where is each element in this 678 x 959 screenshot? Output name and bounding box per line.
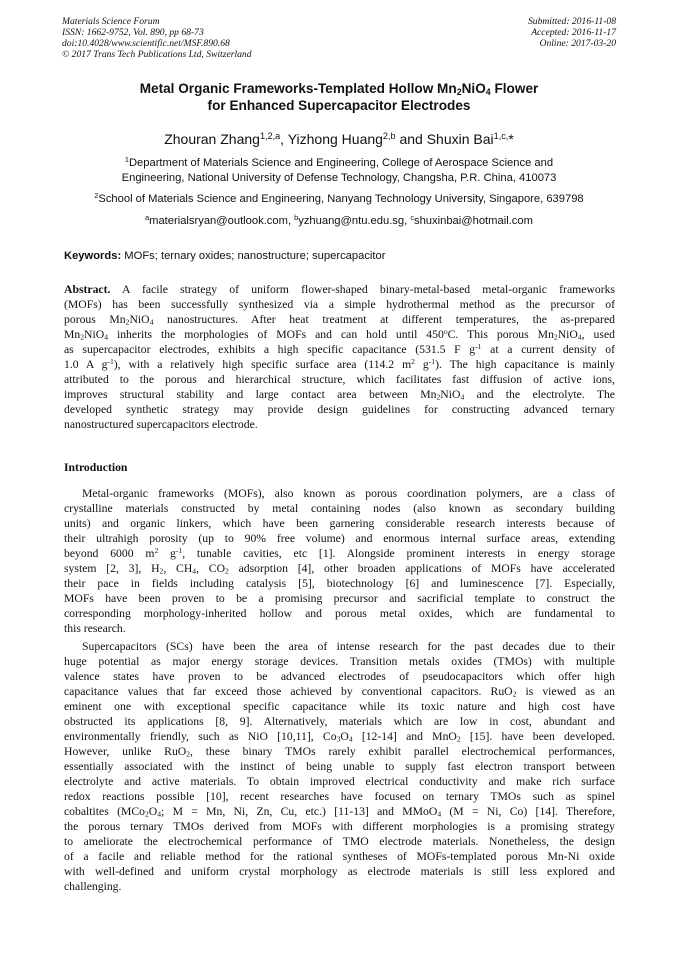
issn: ISSN: 1662-9752, Vol. 890, pp 68-73 — [62, 27, 204, 38]
email-1: materialsryan@outlook.com, — [149, 215, 295, 227]
text-line: huge potential as major energy storage devices. Transition metals oxides (TMOs) with multiple — [64, 655, 615, 668]
text-line: this research. — [64, 622, 126, 635]
text-line: units) and organic linkers, which have been garnering considerable research interests because of — [64, 517, 615, 530]
copyright: © 2017 Trans Tech Publications Ltd, Switzerland — [62, 49, 252, 60]
text-line: obstructed its applications [8, 9]. Alternatively, materials which are low in cost, abundant and — [64, 715, 615, 728]
text-line: their pace in fields including catalysis [5], biotechnology [6] and luminescence [7]. Especially, — [64, 577, 615, 590]
text-line: capacitance values that far exceed those achieved by conventional capacitors. RuO$_2$ is viewed as an — [64, 685, 615, 699]
abstract-line: as supercapacitor electrodes, exhibits a high specific capacitance (531.5 F $g^{-1}$ at a current density of — [64, 341, 615, 356]
doi: doi:10.4028/www.scientific.net/MSF.890.68 — [62, 38, 230, 49]
paper-title — [40, 80, 638, 114]
text-line: of a facile and reliable method for the rational syntheses of MOFs-templated porous Mn-Ni oxide — [64, 850, 615, 863]
text-line: challenging. — [64, 880, 122, 893]
email-3: shuxinbai@hotmail.com — [413, 215, 533, 227]
submitted-date: Submitted: 2016-11-08 — [527, 16, 616, 27]
text-line: essentially associated with the instinct of being unable to supply fast electron transport between — [64, 760, 615, 773]
title-line-2: for Enhanced Supercapacitor Electrodes — [207, 98, 471, 113]
author-3: Shuxin Bai — [426, 131, 494, 147]
text-line: to ameliorate the electrochemical performance of TMO electrode materials. Nonetheless, the design — [64, 835, 615, 848]
text-line: redox reactions possible [10], recent researches have focused on ternary TMOs such as spinel — [64, 790, 615, 803]
abstract-line: (MOFs) has been successfully synthesized via a simple hydrothermal method as the precursor of — [64, 298, 615, 311]
text-line: cobaltites ($MCo_2O_4$; M = Mn, Ni, Zn, Cu, etc.) [11-13] and MMoO$_4$ (M = Ni, Co) [14]. Therefore, — [64, 805, 615, 819]
abstract-line: nanostructured supercapacitors electrode. — [64, 418, 258, 431]
affiliation-1: $^1$Department of Materials Science and Engineering, College of Aerospace Science and Engineering, National University of Defense Technology, Changsha, P.R. China, 410073 — [121, 155, 557, 184]
text-line: Metal-organic frameworks (MOFs), also known as porous coordination polymers, are a class of — [82, 487, 615, 500]
text-line: with well-defined and uniform crystal morphology as electrode materials is still less explored and — [64, 865, 615, 878]
text-line: beyond 6000 $m^2$ $g^{-1}$, tunable cavities, etc [1]. Alongside prominent interests in energy storage — [64, 545, 616, 560]
author-list: Zhouran Zhang$^{1,2,a}$, Yizhong Huang$^{2,b}$ and Shuxin Bai$^{1,c,}$* — [164, 131, 514, 147]
text-line: electrolyte and active materials. To obtain improved electrical conductivity and make rich surface — [64, 775, 615, 788]
abstract-label: Abstract. — [64, 283, 111, 296]
dates-header — [528, 16, 616, 49]
text-line: However, unlike RuO$_2$, these binary TMOs rarely exhibit parallel electrochemical performances, — [64, 745, 615, 759]
text-line: valence states have proven to be advanced electrodes of pseudocapacitors which offer high — [64, 670, 615, 683]
keywords: Keywords: MOFs; ternary oxides; nanostructure; supercapacitor — [64, 250, 386, 262]
text-line: eminent one with exceptional specific capacitance while its toxic nature and high cost have — [64, 700, 615, 713]
abstract-line: 1.0 A $g^{-1}$), with a relatively high specific surface area (114.2 $m^2$ $g^{-1}$). The high capacitance is mainly — [64, 356, 615, 371]
text-line: system [2, 3], $H_2$, $CH_4$, $CO_2$ adsorption [4], other broaden applications of MOFs have accelerated — [64, 562, 615, 576]
abstract-line: developed synthetic strategy may provide design guidelines for constructing advanced ternary — [64, 403, 615, 416]
journal-name: Materials Science Forum — [62, 16, 160, 27]
text-line: corresponding morphology-inherited hollow and porous metal oxides, which are fundamental to — [64, 607, 615, 620]
title-line-1: Metal Organic Frameworks-Templated Hollow $Mn_2NiO_4$ Flower — [139, 81, 539, 97]
text-line: environmentally friendly, such as NiO [10,11], $Co_3O_4$ [12-14] and MnO$_2$ [15]. have been developed. — [64, 730, 616, 744]
section-heading-introduction: Introduction — [64, 461, 128, 474]
author-1: Zhouran Zhang — [164, 131, 260, 147]
abstract-line: $Mn_2NiO_4$ inherits the morphologies of MOFs and can hold until 450$^o$C. This porous $Mn_2NiO_4$, used — [64, 326, 615, 342]
affiliation-2: $^2$School of Materials Science and Engineering, Nanyang Technology University, Singapore, 639798 — [94, 191, 584, 205]
abstract-line: attributed to the porous and hierarchical structure, which facilitates fast diffusion of active ions, — [64, 373, 615, 386]
corresponding-star: * — [508, 131, 514, 147]
online-date: Online: 2017-03-20 — [539, 38, 616, 49]
text-line: the porous ternary TMOs derived from MOFs with different morphologies is a promising strategy — [64, 820, 615, 833]
author-2: Yizhong Huang — [287, 131, 383, 147]
accepted-date: Accepted: 2016-11-17 — [531, 27, 616, 38]
abstract-line: porous $Mn_2NiO_4$ nanostructures. After heat treatment at different temperatures, the as-prepared — [64, 313, 615, 327]
text-line: their ultrahigh porosity (up to 90% free volume) and enormous internal surface areas, extending — [64, 532, 615, 545]
email-2: yzhuang@ntu.edu.sg, — [298, 215, 411, 227]
author-emails: $^a$materialsryan@outlook.com, $^b$yzhuang@ntu.edu.sg, $^c$shuxinbai@hotmail.com — [145, 213, 533, 227]
text-line: MOFs have been proven to be a promising precursor and sacrificial template to construct the — [64, 592, 615, 605]
abstract-line: improves structural stability and large contact area between $Mn_2NiO_4$ and the electrolyte. The — [64, 388, 615, 402]
abstract-line: Abstract. A facile strategy of uniform flower-shaped binary-metal-based metal-organic frameworks — [64, 283, 615, 296]
journal-header — [62, 16, 252, 60]
text-line: Supercapacitors (SCs) have been the area of intense research for the past decades due to their — [82, 640, 615, 653]
text-line: crystalline materials constructed by metal containing nodes (also known as secondary building — [64, 502, 615, 515]
